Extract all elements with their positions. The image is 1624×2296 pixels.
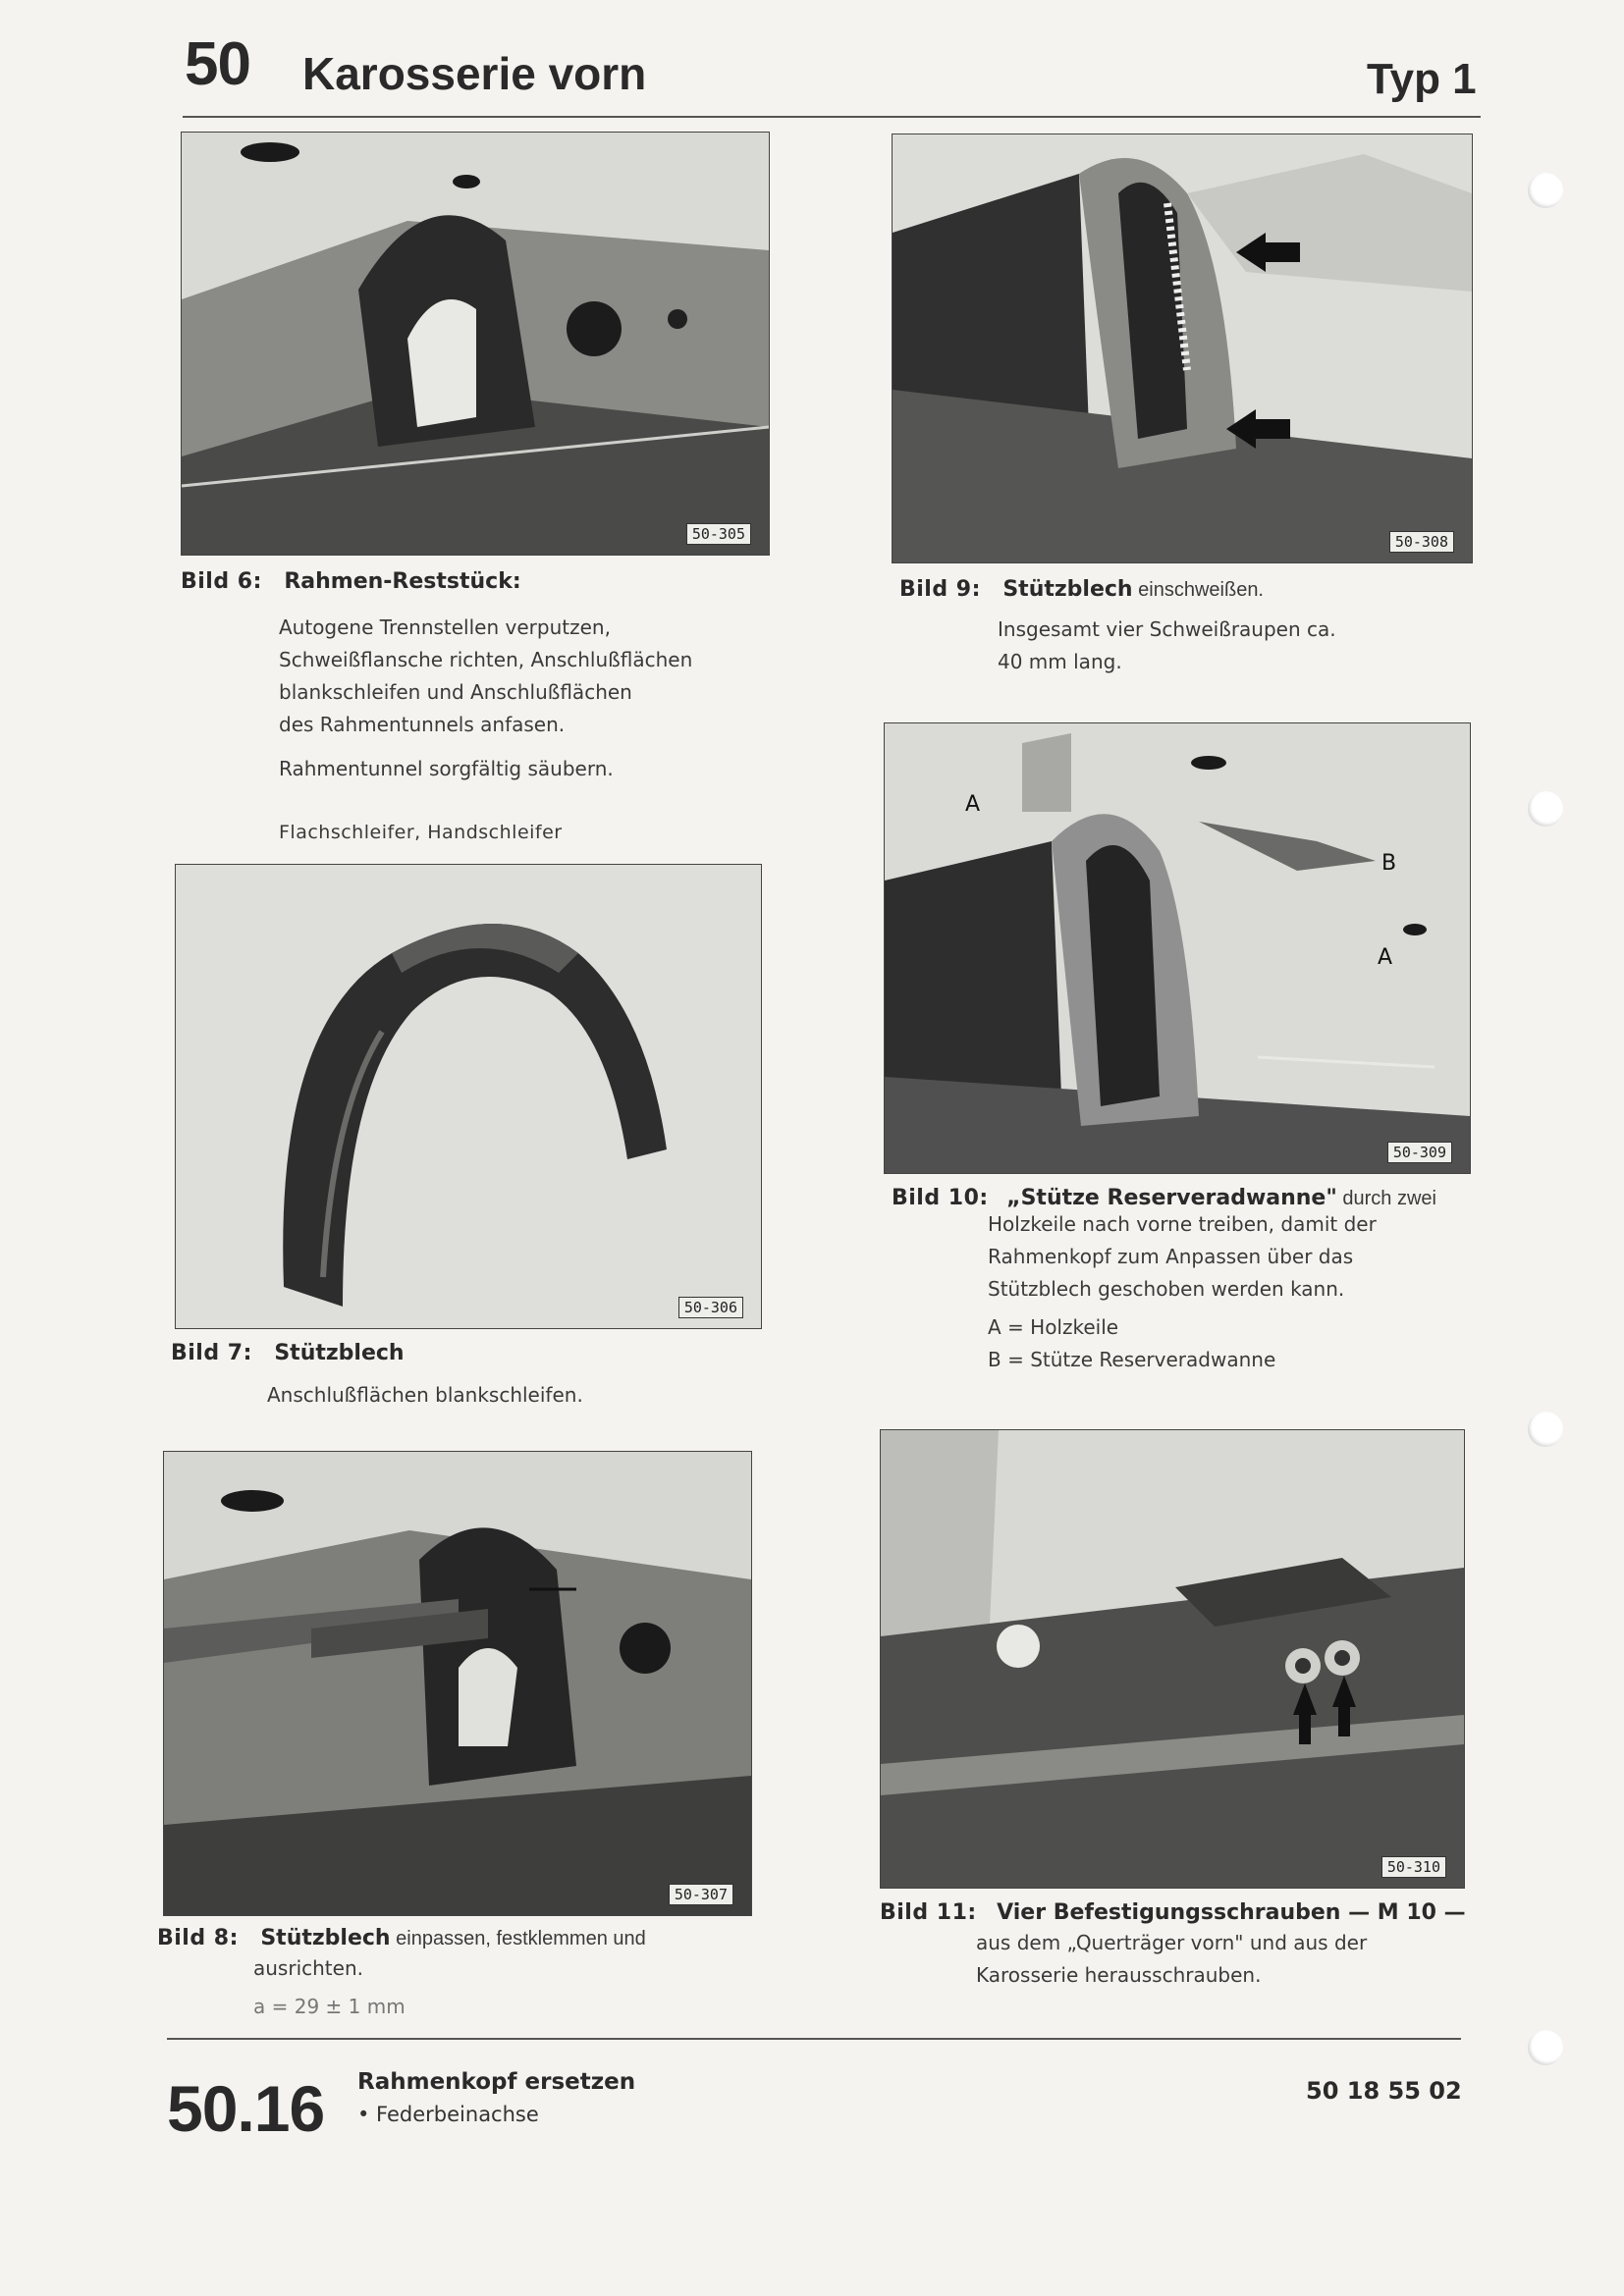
caption-title: Stützblech [1002, 577, 1133, 602]
chapter-title: Karosserie vorn [302, 48, 647, 99]
photo-code: 50-307 [669, 1884, 733, 1905]
caption-line: Autogene Trennstellen verputzen, [279, 615, 611, 639]
caption-tools: Flachschleifer, Handschleifer [279, 822, 563, 843]
caption-label: Bild 7: [171, 1341, 252, 1365]
caption-body [976, 1927, 1508, 1992]
caption-title: „Stütze Reserveradwanne" [1006, 1186, 1337, 1210]
legend-line: A = Holzkeile [988, 1315, 1119, 1339]
footer-subsection: • Federbeinachse [357, 2103, 539, 2126]
chapter-number: 50 [185, 30, 250, 98]
photo-code: 50-306 [678, 1297, 743, 1318]
photo-bild-11 [880, 1429, 1465, 1889]
caption-line: Stützblech geschoben werden kann. [988, 1277, 1345, 1301]
caption-body [988, 1208, 1520, 1376]
page-number: 50.16 [167, 2072, 325, 2145]
caption-line: Anschlußflächen blankschleifen. [267, 1383, 583, 1407]
footer-section: Rahmenkopf ersetzen [357, 2069, 636, 2095]
caption-bild-11 [880, 1900, 1508, 1992]
caption-label: Bild 10: [892, 1186, 989, 1210]
photo-code: 50-310 [1381, 1856, 1446, 1878]
caption-title: Stützblech [274, 1341, 405, 1365]
photo-bild-8 [163, 1451, 752, 1916]
binder-hole-3 [1528, 1412, 1563, 1447]
caption-label: Bild 11: [880, 1900, 977, 1925]
caption-line: aus dem „Querträger vorn" und aus der [976, 1931, 1368, 1954]
caption-line: Insgesamt vier Schweißraupen ca. [998, 617, 1336, 641]
caption-line: Karosserie herausschrauben. [976, 1963, 1262, 1987]
caption-line: Rahmenkopf zum Anpassen über das [988, 1245, 1354, 1268]
caption-title-suffix: einpassen, festklemmen und [390, 1928, 646, 1949]
binder-hole-1 [1528, 173, 1563, 208]
photo-bild-6 [181, 132, 770, 556]
marker-a-right: A [1378, 945, 1393, 970]
caption-title-suffix: durch zwei [1336, 1188, 1436, 1209]
photo-code: 50-309 [1387, 1142, 1452, 1163]
caption-line: des Rahmentunnels anfasen. [279, 713, 566, 736]
header-rule [183, 116, 1481, 118]
caption-title-suffix: einschweißen. [1132, 579, 1264, 601]
caption-line: 40 mm lang. [998, 650, 1122, 673]
marker-a-top: A [965, 792, 981, 817]
photo-bild-7 [175, 864, 762, 1329]
caption-line: blankschleifen und Anschlußflächen [279, 680, 632, 704]
caption-title: Stützblech [260, 1926, 391, 1950]
caption-line: Schweißflansche richten, Anschlußflächen [279, 648, 693, 671]
binder-hole-4 [1528, 2030, 1563, 2065]
caption-label: Bild 9: [899, 577, 981, 602]
caption-bild-9 [899, 577, 1489, 678]
caption-body [998, 614, 1489, 678]
legend-line: B = Stütze Reserveradwanne [988, 1348, 1276, 1371]
caption-body [279, 612, 770, 849]
caption-line: Rahmentunnel sorgfältig säubern. [279, 757, 614, 780]
photo-code: 50-308 [1389, 531, 1454, 553]
caption-measure: a = 29 ± 1 mm [253, 1995, 406, 2018]
caption-title: Vier Befestigungsschrauben — M 10 — [997, 1900, 1466, 1925]
caption-body [253, 1952, 766, 2023]
caption-bild-8 [157, 1926, 766, 2023]
caption-bild-7 [171, 1341, 760, 1412]
caption-bild-10 [892, 1186, 1520, 1376]
marker-b: B [1381, 851, 1397, 876]
document-number: 50 18 55 02 [1306, 2077, 1462, 2105]
caption-label: Bild 6: [181, 569, 262, 594]
vehicle-type: Typ 1 [1367, 55, 1477, 103]
binder-hole-2 [1528, 791, 1563, 827]
caption-title: Rahmen-Reststück: [284, 569, 521, 594]
caption-label: Bild 8: [157, 1926, 239, 1950]
caption-bild-6 [181, 569, 770, 849]
caption-line: Holzkeile nach vorne treiben, damit der [988, 1212, 1377, 1236]
photo-bild-10 [884, 722, 1471, 1174]
footer-rule [167, 2038, 1461, 2040]
photo-code: 50-305 [686, 523, 751, 545]
photo-bild-9 [892, 133, 1473, 563]
caption-body [267, 1379, 760, 1412]
caption-line: ausrichten. [253, 1956, 363, 1980]
